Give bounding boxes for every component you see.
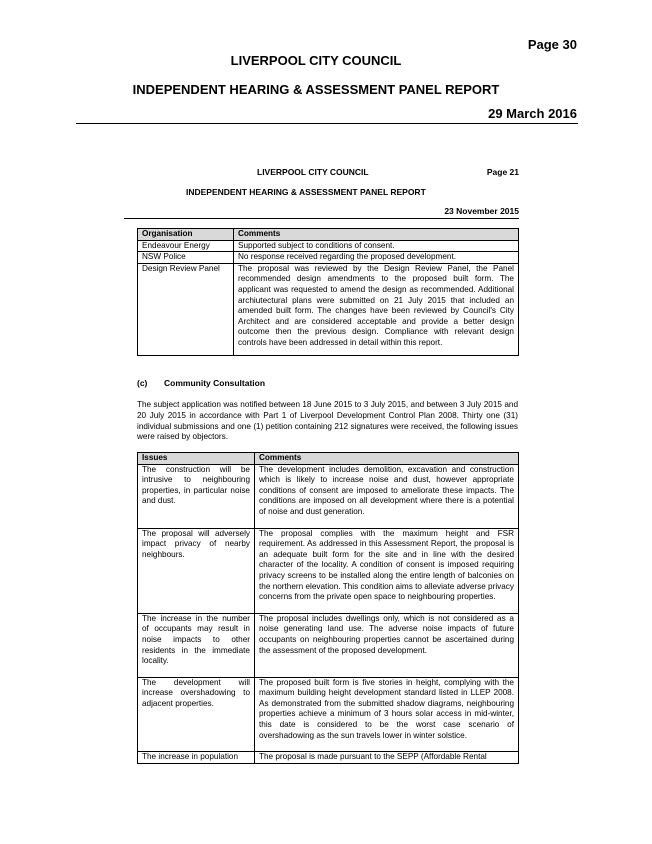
table-row: [138, 528, 519, 613]
column-header-organisation: Organisation: [138, 229, 234, 241]
inner-header-rule: [124, 218, 519, 219]
comment-cell: The proposal was reviewed by the Design Review Panel, the Panel recommended design amendments to the proposed built form. The applicant was requested to amend the design as recommended. Additional archiutectural plans were submitted on 21 July 2015 that included an amended built form. The changes have been reviewed by Council's City Architect and are considered acceptable and provide a better design outcome then the previous design. Compliance with relevant design controls have been addressed in detail within this report.: [234, 263, 519, 355]
issues-table: [137, 452, 519, 764]
issue-cell: The development will increase overshadowing to adjacent properties.: [138, 677, 255, 752]
inner-council-name: LIVERPOOL CITY COUNCIL: [257, 167, 369, 177]
organisation-cell: NSW Police: [138, 252, 234, 264]
comment-cell: The proposal is made pursuant to the SEPP (Affordable Rental: [255, 752, 519, 764]
organisation-cell: Design Review Panel: [138, 263, 234, 355]
header-rule: [76, 123, 578, 124]
issue-cell: The proposal will adversely impact privacy of nearby neighbours.: [138, 528, 255, 613]
issue-cell: The construction will be intrusive to neighbouring properties, in particular noise and dust.: [138, 464, 255, 528]
comment-cell: The proposal complies with the maximum height and FSR requirement. As addressed in this Assessment Report, the proposal is an adequate built form for the site and in line with the desired character of the locality. A condition of consent is imposed requiring privacy screens to be installed along the entire length of balconies on the northern elevation. This condition aims to alleviate adverse privacy concerns from the private open space to neighbouring properties.: [255, 528, 519, 613]
comment-cell: The proposal includes dwellings only, which is not considered as a noise generating land use. The adverse noise impacts of future occupants on neighbouring properties cannot be ascertained during the assessment of the proposed development.: [255, 613, 519, 677]
table-row: [138, 677, 519, 752]
table-row: [138, 240, 519, 252]
comment-cell: The proposed built form is five stories in height, complying with the maximum building height development standard listed in LLEP 2008. As demonstrated from the submitted shadow diagrams, neighbouring properties achieve a minimum of 3 hours solar access in mid-winter, this date is considered to be the worst case scenario of overshadowing as the sun travels lower in winter solstice.: [255, 677, 519, 752]
comment-cell: The development includes demolition, excavation and construction which is likely to increase noise and dust, however appropriate conditions of consent are imposed to ameliorate these impacts. The conditions are imposed on all development where there is a potential of noise and dust generation.: [255, 464, 519, 528]
inner-report-date: 23 November 2015: [444, 206, 519, 216]
table-row: [138, 263, 519, 355]
page-number: Page 30: [527, 37, 577, 52]
comment-cell: No response received regarding the proposed development.: [234, 252, 519, 264]
organisation-cell: Endeavour Energy: [138, 240, 234, 252]
issue-cell: The increase in the number of occupants may result in noise impacts to other residents in the immediate locality.: [138, 613, 255, 677]
table-row: [138, 464, 519, 528]
table-row: [138, 752, 519, 764]
issue-cell: The increase in population: [138, 752, 255, 764]
inner-page-number: Page 21: [486, 167, 519, 177]
inner-report-title: INDEPENDENT HEARING & ASSESSMENT PANEL REPORT: [186, 187, 426, 197]
column-header-comments: Comments: [255, 453, 519, 465]
table-row: [138, 252, 519, 264]
column-header-comments: Comments: [234, 229, 519, 241]
comment-cell: Supported subject to conditions of consent.: [234, 240, 519, 252]
section-heading: Community Consultation: [164, 378, 266, 388]
column-header-issues: Issues: [138, 453, 255, 465]
report-date: 29 March 2016: [488, 106, 577, 121]
section-marker: (c): [137, 378, 148, 388]
organisation-table: [137, 228, 519, 356]
section-paragraph: The subject application was notified between 18 June 2015 to 3 July 2015, and between 3 July 2015 and 20 July 2015 in accordance with Part 1 of Liverpool Development Control Plan 2008. Thirty one (31) individual submissions and one (1) petition containing 212 signatures were received, the following issues were raised by objectors.: [137, 400, 518, 442]
table-header-row: [138, 229, 519, 241]
table-row: [138, 613, 519, 677]
report-title: INDEPENDENT HEARING & ASSESSMENT PANEL REPORT: [132, 82, 500, 97]
council-name: LIVERPOOL CITY COUNCIL: [230, 53, 402, 68]
table-header-row: [138, 453, 519, 465]
